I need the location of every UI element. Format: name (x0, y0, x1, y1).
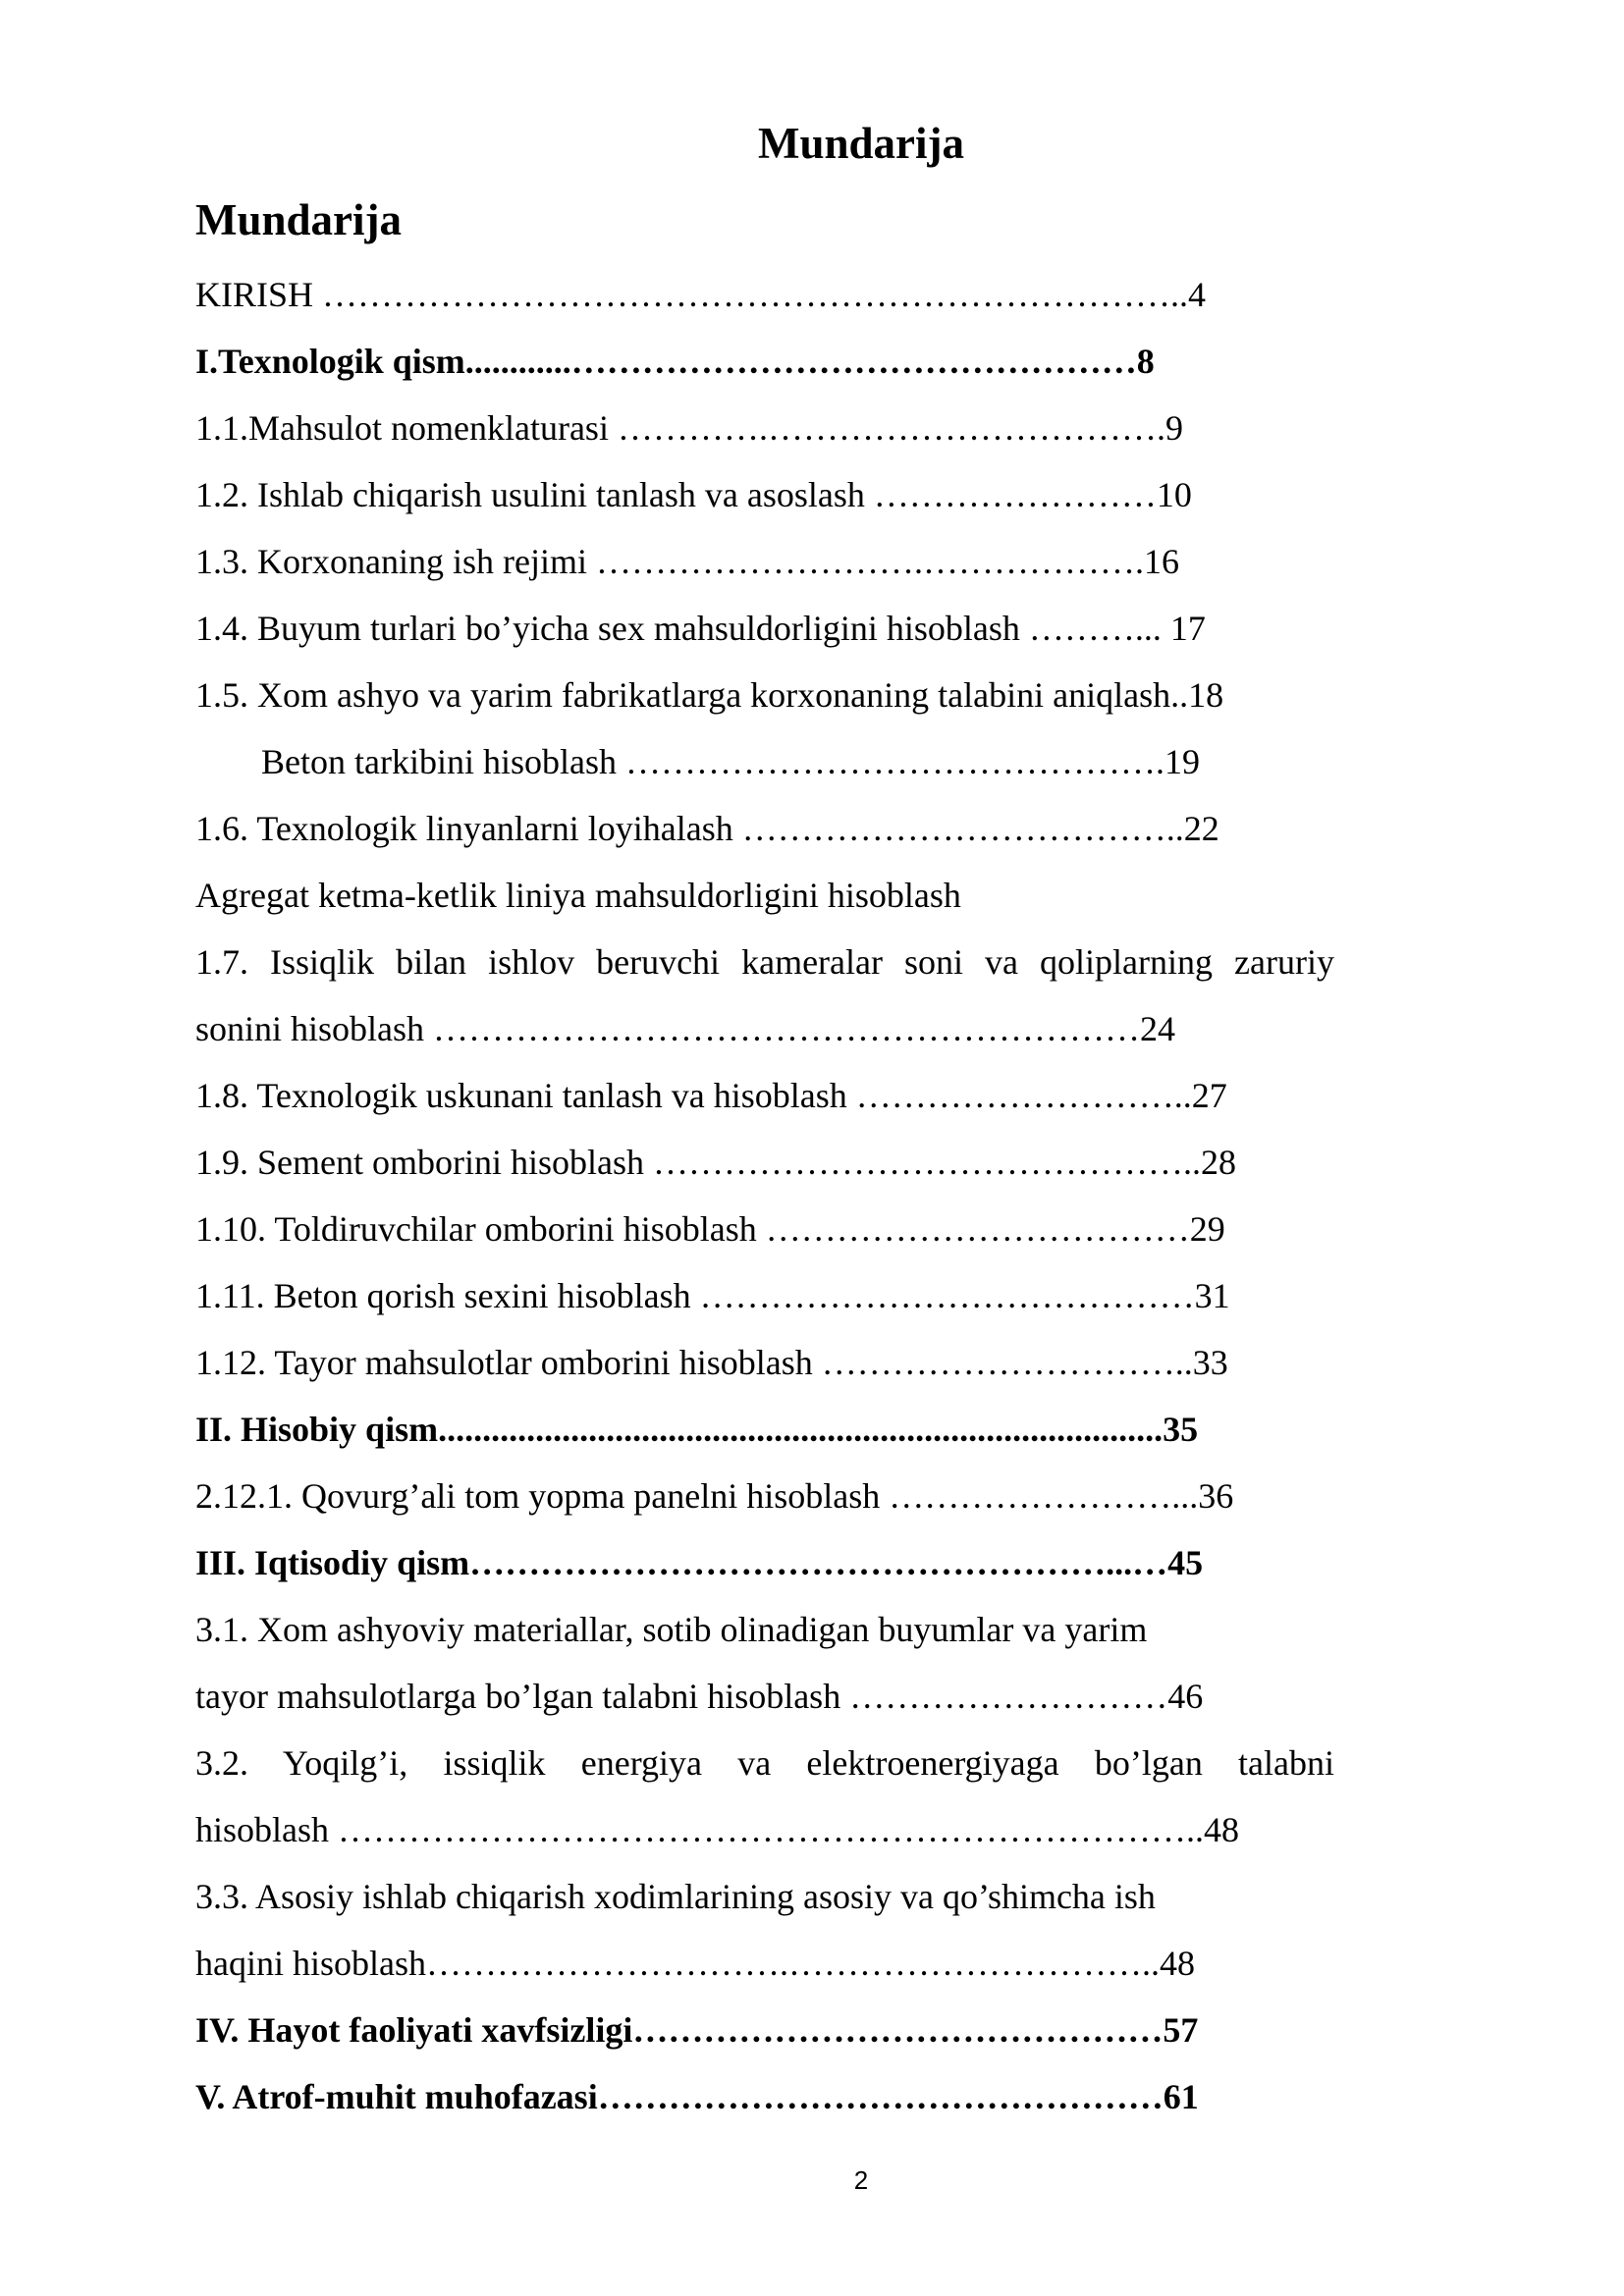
toc-entry: 3.2. Yoqilg’i, issiqlik energiya va elektroenergiyaga bo’lgan talabni (195, 1743, 1334, 1783)
table-of-contents (195, 261, 1334, 2130)
toc-entry: tayor mahsulotlarga bo’lgan talabni hisoblash ………………………46 (195, 1677, 1204, 1716)
toc-entry: 2.12.1. Qovurg’ali tom yopma panelni hisoblash ……………………...36 (195, 1476, 1234, 1516)
toc-entry: 1.10. Toldiruvchilar omborini hisoblash ………………………………29 (195, 1209, 1225, 1249)
toc-entry: I.Texnologik qism............…………………………………………8 (195, 342, 1155, 381)
toc-entry: 1.7. Issiqlik bilan ishlov beruvchi kameralar soni va qoliplarning zaruriy (195, 942, 1334, 982)
page-number: 2 (853, 2165, 869, 2195)
toc-entry: V. Atrof-muhit muhofazasi…………………………………………61 (195, 2077, 1199, 2116)
toc-entry: 1.8. Texnologik uskunani tanlash va hisoblash ………………………..27 (195, 1076, 1227, 1115)
toc-entry: II. Hisobiy qism..................................................................................35 (195, 1410, 1199, 1449)
toc-entry: 3.1. Xom ashyoviy materiallar, sotib olinadigan buyumlar va yarim (195, 1610, 1148, 1649)
toc-entry: hisoblash ………………………………………………………………..48 (195, 1810, 1240, 1849)
toc-entry: III. Iqtisodiy qism………………………………………………...…45 (195, 1543, 1204, 1582)
toc-entry: IV. Hayot faoliyati xavfsizligi………………………………………57 (195, 2010, 1199, 2050)
toc-entry: 1.12. Tayor mahsulotlar omborini hisoblash …………………………..33 (195, 1343, 1228, 1382)
toc-entry: 1.11. Beton qorish sexini hisoblash ……………………………………31 (195, 1276, 1230, 1315)
toc-entry: 3.3. Asosiy ishlab chiqarish xodimlarining asosiy va qo’shimcha ish (195, 1877, 1156, 1916)
page-title: Mundarija (757, 119, 964, 168)
toc-entry: 1.9. Sement omborini hisoblash ………………………………………..28 (195, 1143, 1236, 1182)
toc-entry: 1.2. Ishlab chiqarish usulini tanlash va asoslash ……………………10 (195, 475, 1192, 514)
toc-entry: 1.5. Xom ashyo va yarim fabrikatlarga korxonaning talabini aniqlash..18 (195, 675, 1224, 715)
toc-entry: 1.1.Mahsulot nomenklaturasi ………….…………………………….9 (195, 408, 1183, 448)
toc-entry: Beton tarkibini hisoblash ……………………………………….19 (261, 742, 1200, 781)
toc-entry: KIRISH ………………………………………………………………..4 (195, 275, 1207, 314)
section-heading: Mundarija (195, 195, 403, 244)
toc-entry: 1.4. Buyum turlari bo’yicha sex mahsuldorligini hisoblash ………... 17 (195, 609, 1206, 648)
toc-entry: sonini hisoblash ……………………………………………………24 (195, 1009, 1176, 1048)
toc-entry: Agregat ketma-ketlik liniya mahsuldorligini hisoblash (195, 876, 961, 915)
toc-entry: 1.6. Texnologik linyanlarni loyihalash ………………………………..22 (195, 809, 1219, 848)
toc-entry: 1.3. Korxonaning ish rejimi ……………………….……………….16 (195, 542, 1179, 581)
toc-entry: haqini hisoblash………………………….…………………………..48 (195, 1944, 1195, 1983)
